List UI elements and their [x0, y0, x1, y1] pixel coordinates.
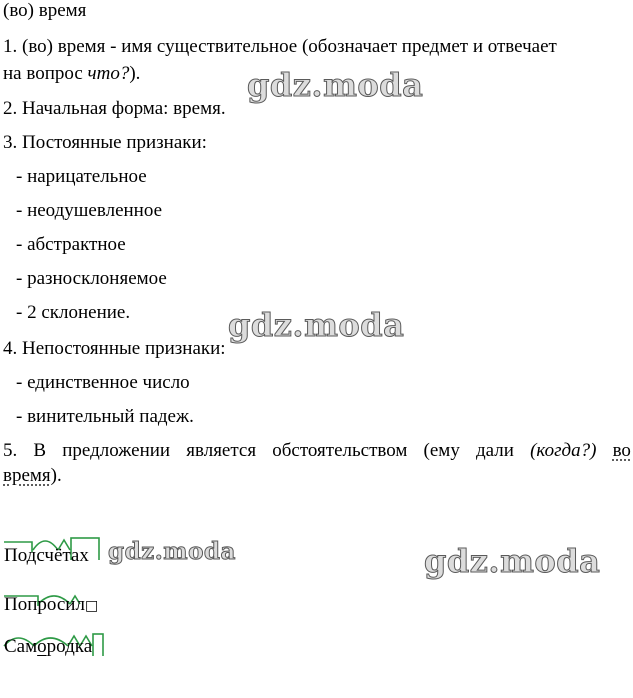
morpheme-word-3-part: родка — [46, 636, 93, 657]
point-5-word: В — [33, 440, 47, 461]
point-1-line-2 — [3, 63, 140, 85]
point-1-suffix: ). — [129, 63, 141, 84]
point-5-suffix: ). — [50, 465, 62, 486]
morpheme-marks-word-3 — [0, 626, 633, 656]
point-3-item: - абстрактное — [16, 234, 126, 255]
watermark: gdz.moda — [424, 542, 601, 580]
point-5-underlined-word: время — [3, 465, 51, 486]
point-1-question: что? — [87, 63, 130, 84]
point-3-item: - нарицательное — [16, 166, 147, 187]
point-4: 4. Непостоянные признаки: — [3, 338, 226, 359]
point-5-word: предложении — [62, 440, 171, 461]
point-3-item: - 2 склонение. — [16, 302, 131, 323]
morpheme-word-3-part: Сам — [4, 636, 38, 657]
point-5-line-1 — [3, 440, 631, 462]
point-1-prefix: на вопрос — [3, 63, 88, 84]
point-1-line-1: 1. (во) время - имя существительное (обозначает предмет и отвечает — [3, 36, 557, 57]
point-5-question: (когда?) — [530, 440, 597, 461]
watermark: gdz.moda — [247, 66, 424, 104]
watermark: gdz.moda — [228, 306, 405, 344]
point-4-item: - винительный падеж. — [16, 406, 194, 427]
watermark: gdz.moda — [108, 538, 236, 565]
morpheme-word-3 — [4, 636, 92, 658]
point-5-line-2 — [3, 465, 62, 487]
heading: (во) время — [3, 0, 87, 21]
point-5-word: обстоятельством — [272, 440, 408, 461]
point-4-item: - единственное число — [16, 372, 190, 393]
point-3-item: - неодушевленное — [16, 200, 162, 221]
point-3: 3. Постоянные признаки: — [3, 132, 207, 153]
morpheme-word-2 — [4, 594, 98, 617]
point-3-item: - разносклоняемое — [16, 268, 167, 289]
point-5-word: (ему — [423, 440, 460, 461]
morpheme-word-1: Подсчётах — [4, 545, 89, 566]
point-5-word: дали — [476, 440, 514, 461]
point-5-underlined-word: во — [612, 440, 631, 461]
morpheme-word-3-stressed-vowel: о — [37, 636, 47, 657]
point-5-word: 5. — [3, 440, 18, 461]
null-ending-box: □ — [84, 598, 99, 614]
point-2: 2. Начальная форма: время. — [3, 98, 226, 119]
morpheme-word-2-text: Попросил — [4, 594, 85, 615]
point-5-word: является — [186, 440, 257, 461]
